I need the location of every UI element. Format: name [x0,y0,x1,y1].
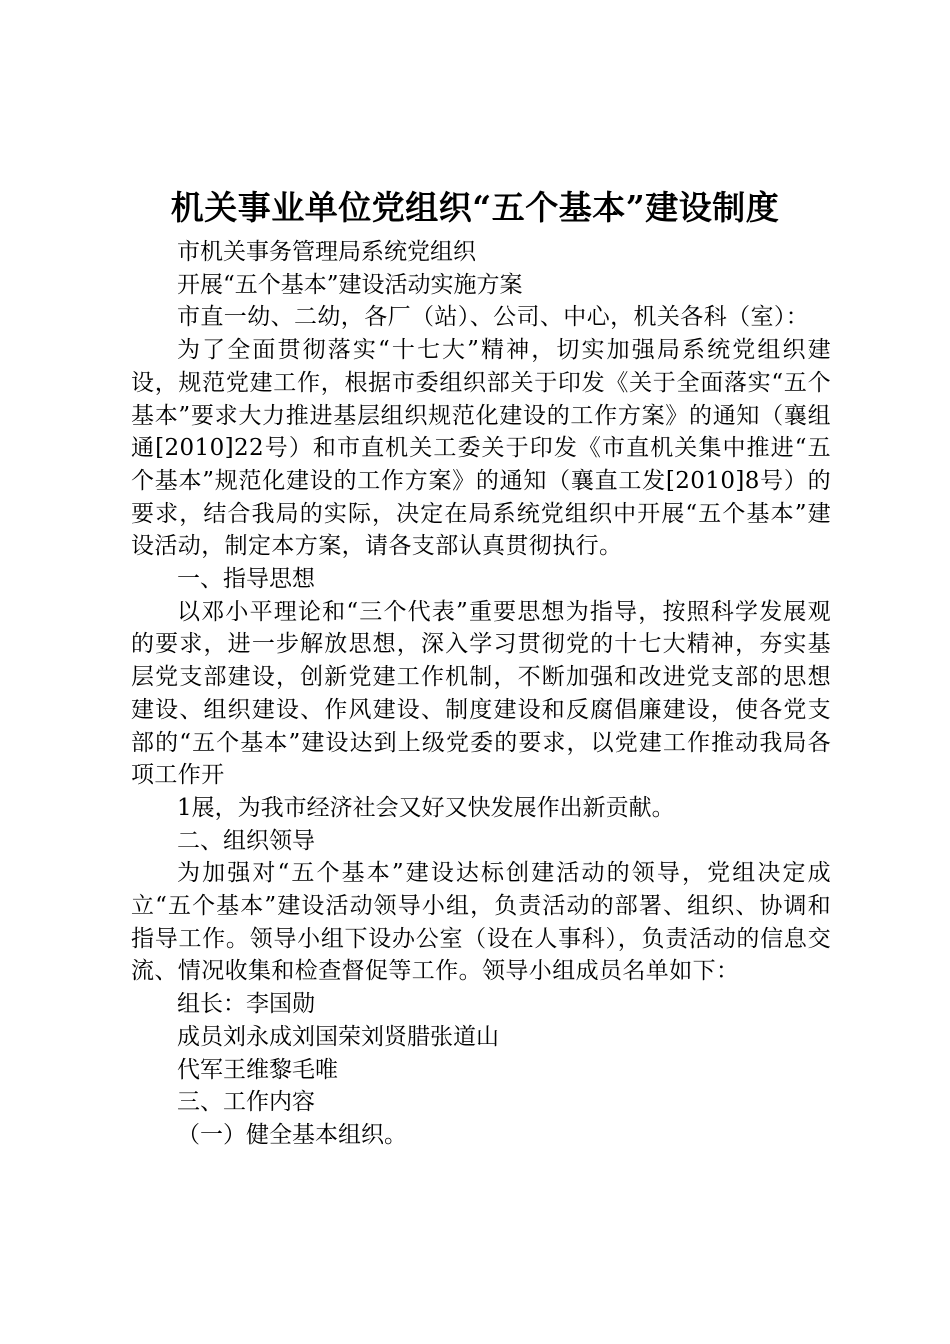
paragraph-team-leader: 组长：李国勋 [177,991,315,1018]
section-heading-guiding-thought: 一、指导思想 [177,566,315,593]
paragraph-addressees: 市直一幼、二幼，各厂（站）、公司、中心，机关各科（室）： [177,304,810,331]
document-body [131,236,831,1152]
paragraph-plan-title: 开展“五个基本”建设活动实施方案 [177,271,523,298]
paragraph-members-2: 代军王维黎毛唯 [177,1056,338,1083]
subsection-heading-basic-org: （一）健全基本组织。 [177,1121,407,1148]
document-title: 机关事业单位党组织“五个基本”建设制度 [170,188,780,227]
paragraph-org-name: 市机关事务管理局系统党组织 [177,239,476,265]
section-heading-work-content: 三、工作内容 [177,1089,315,1116]
paragraph-leadership: 为加强对“五个基本”建设达标创建活动的领导，党组决定成立“五个基本”建设活动领导小组，负责活动的部署、组织、协调和指导工作。领导小组下设办公室（设在人事科），负责活动的信息交流、情况收集和检查督促等工作。领导小组成员名单如下： [131,860,831,985]
paragraph-intro: 为了全面贯彻落实“十七大”精神，切实加强局系统党组织建设，规范党建工作，根据市委组织部关于印发《关于全面落实“五个基本”要求大力推进基层组织规范化建设的工作方案》的通知（襄组通[2010]22号）和市直机关工委关于印发《市直机关集中推进“五个基本”规范化建设的工作方案》的通知（襄直工发[2010]8号）的要求，结合我局的实际，决定在局系统党组织中开展“五个基本”建设活动，制定本方案，请各支部认真贯彻执行。 [131,337,831,560]
paragraph-guiding-thought-cont: 1展，为我市经济社会又好又快发展作出新贡献。 [177,794,675,821]
paragraph-guiding-thought: 以邓小平理论和“三个代表”重要思想为指导，按照科学发展观的要求，进一步解放思想，深入学习贯彻党的十七大精神，夯实基层党支部建设，创新党建工作机制，不断加强和改进党支部的思想建设、组织建设、作风建设、制度建设和反腐倡廉建设，使各党支部的“五个基本”建设达到上级党委的要求，以党建工作推动我局各项工作开 [131,598,831,789]
paragraph-members-1: 成员刘永成刘国荣刘贤腊张道山 [177,1023,499,1050]
section-heading-leadership: 二、组织领导 [177,827,315,854]
